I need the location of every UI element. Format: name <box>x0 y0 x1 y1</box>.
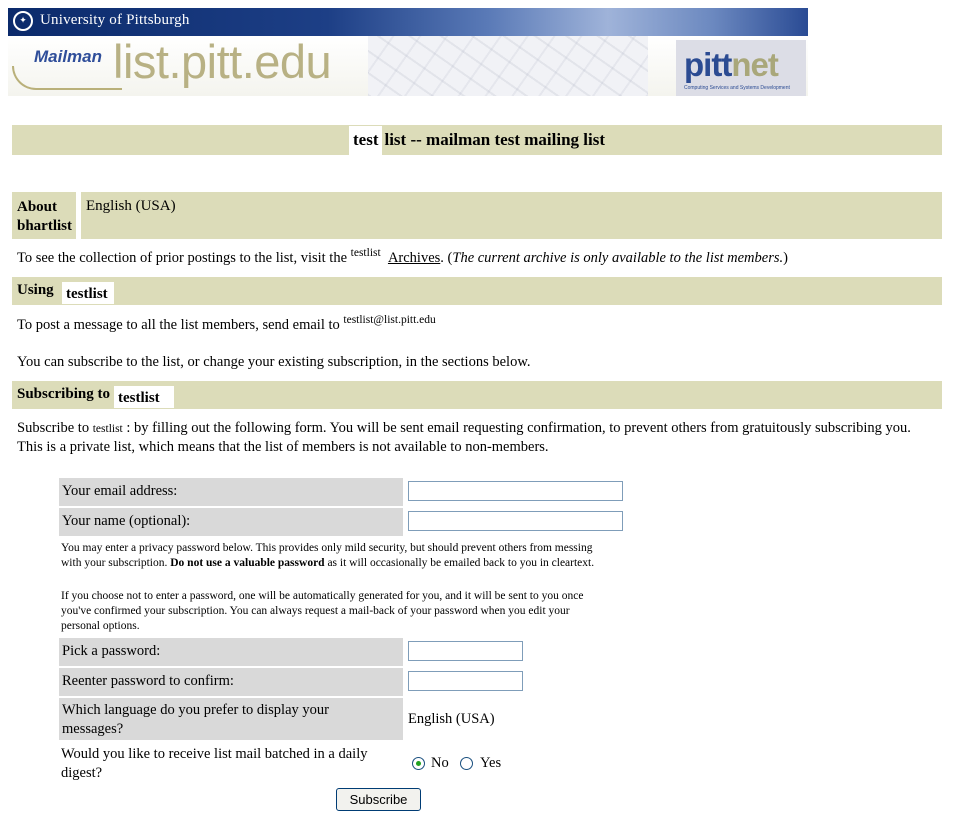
pittnet-logo-pitt: pitt <box>684 46 732 83</box>
about-language: English (USA) <box>86 198 176 214</box>
subscribing-label: Subscribing to <box>17 386 110 402</box>
digest-no-label[interactable]: No <box>431 755 449 771</box>
password-input[interactable] <box>408 641 523 661</box>
archives-line: To see the collection of prior postings to the list, visit the $^{testlist}$ Archives. (The current archive is only available to the list members.) <box>17 247 788 266</box>
using-section-bar <box>12 277 942 305</box>
using-label: Using <box>17 282 54 298</box>
university-seal-icon: ✦ <box>13 11 33 31</box>
site-logo-text: list.pitt.edu <box>113 35 332 88</box>
name-label: Your name (optional): <box>59 508 403 536</box>
page-title-bar <box>12 125 942 155</box>
site-banner <box>8 8 808 96</box>
subscribe-desc-list: testlist <box>92 423 123 435</box>
banner-logo-strip <box>8 36 808 96</box>
pittnet-subtitle: Computing Services and Systems Development <box>684 85 790 91</box>
about-section-bar <box>12 192 942 239</box>
password-label: Pick a password: <box>59 638 403 666</box>
password-confirm-label: Reenter password to confirm: <box>59 668 403 696</box>
language-value: English (USA) <box>408 711 495 727</box>
about-label: About bhartlist <box>17 199 73 234</box>
title-list-name: test <box>349 126 382 155</box>
archives-note: The current archive is only available to the list members. <box>452 250 784 266</box>
password-confirm-input[interactable] <box>408 671 523 691</box>
autogen-password-note: If you choose not to enter a password, one will be automatically generated for you, and it will be sent to you once you've confirmed your subscription. You can always request a mail-back of your password when you edit your personal options. <box>61 590 584 632</box>
pittnet-logo-net: net <box>731 46 778 83</box>
university-name: University of Pittsburgh <box>40 12 190 28</box>
using-list-name: testlist <box>62 282 114 304</box>
subscribe-button[interactable]: Subscribe <box>336 788 421 811</box>
password-note: You may enter a privacy password below. This provides only mild security, but should prevent others from messing with your subscription. Do not use a valuable password as it will occasionally be emailed back to you in cleartext. <box>61 542 595 569</box>
subscribe-description: Subscribe to testlist : by filling out the following form. You will be sent email requesting confirmation, to prevent others from gratuitously subscribing you. <box>17 420 911 436</box>
digest-yes-radio[interactable] <box>460 757 473 770</box>
name-input[interactable] <box>408 511 623 531</box>
mailman-swoosh-icon <box>12 66 122 90</box>
digest-yes-label[interactable]: Yes <box>480 755 502 771</box>
post-instructions: To post a message to all the list members, send email to $^{testlist@list.pitt.edu}$ <box>17 314 436 333</box>
password-warning: Do not use a valuable password <box>170 557 325 569</box>
subscribe-intro: You can subscribe to the list, or change your existing subscription, in the sections below. <box>17 354 531 370</box>
mailman-logo-text: Mailman <box>34 47 103 66</box>
pittnet-logo <box>676 40 806 96</box>
banner-top-strip <box>8 8 808 36</box>
private-list-note: This is a private list, which means that the list of members is not available to non-members. <box>17 439 549 455</box>
email-label: Your email address: <box>59 478 403 506</box>
archives-link[interactable]: Archives <box>387 250 441 266</box>
language-label: Which language do you prefer to display your messages? <box>59 698 403 740</box>
digest-no-radio[interactable] <box>412 757 425 770</box>
subscribing-section-bar <box>12 381 942 409</box>
subscribing-list-name: testlist <box>114 386 174 408</box>
digest-label: Would you like to receive list mail batched in a daily digest? <box>61 746 368 781</box>
email-input[interactable] <box>408 481 623 501</box>
page-title <box>349 130 605 150</box>
post-email: testlist@list.pitt.edu <box>343 314 436 326</box>
title-rest: list -- mailman test mailing list <box>384 130 605 149</box>
campus-map-decoration <box>368 36 648 96</box>
archives-list-name: testlist <box>350 247 381 259</box>
